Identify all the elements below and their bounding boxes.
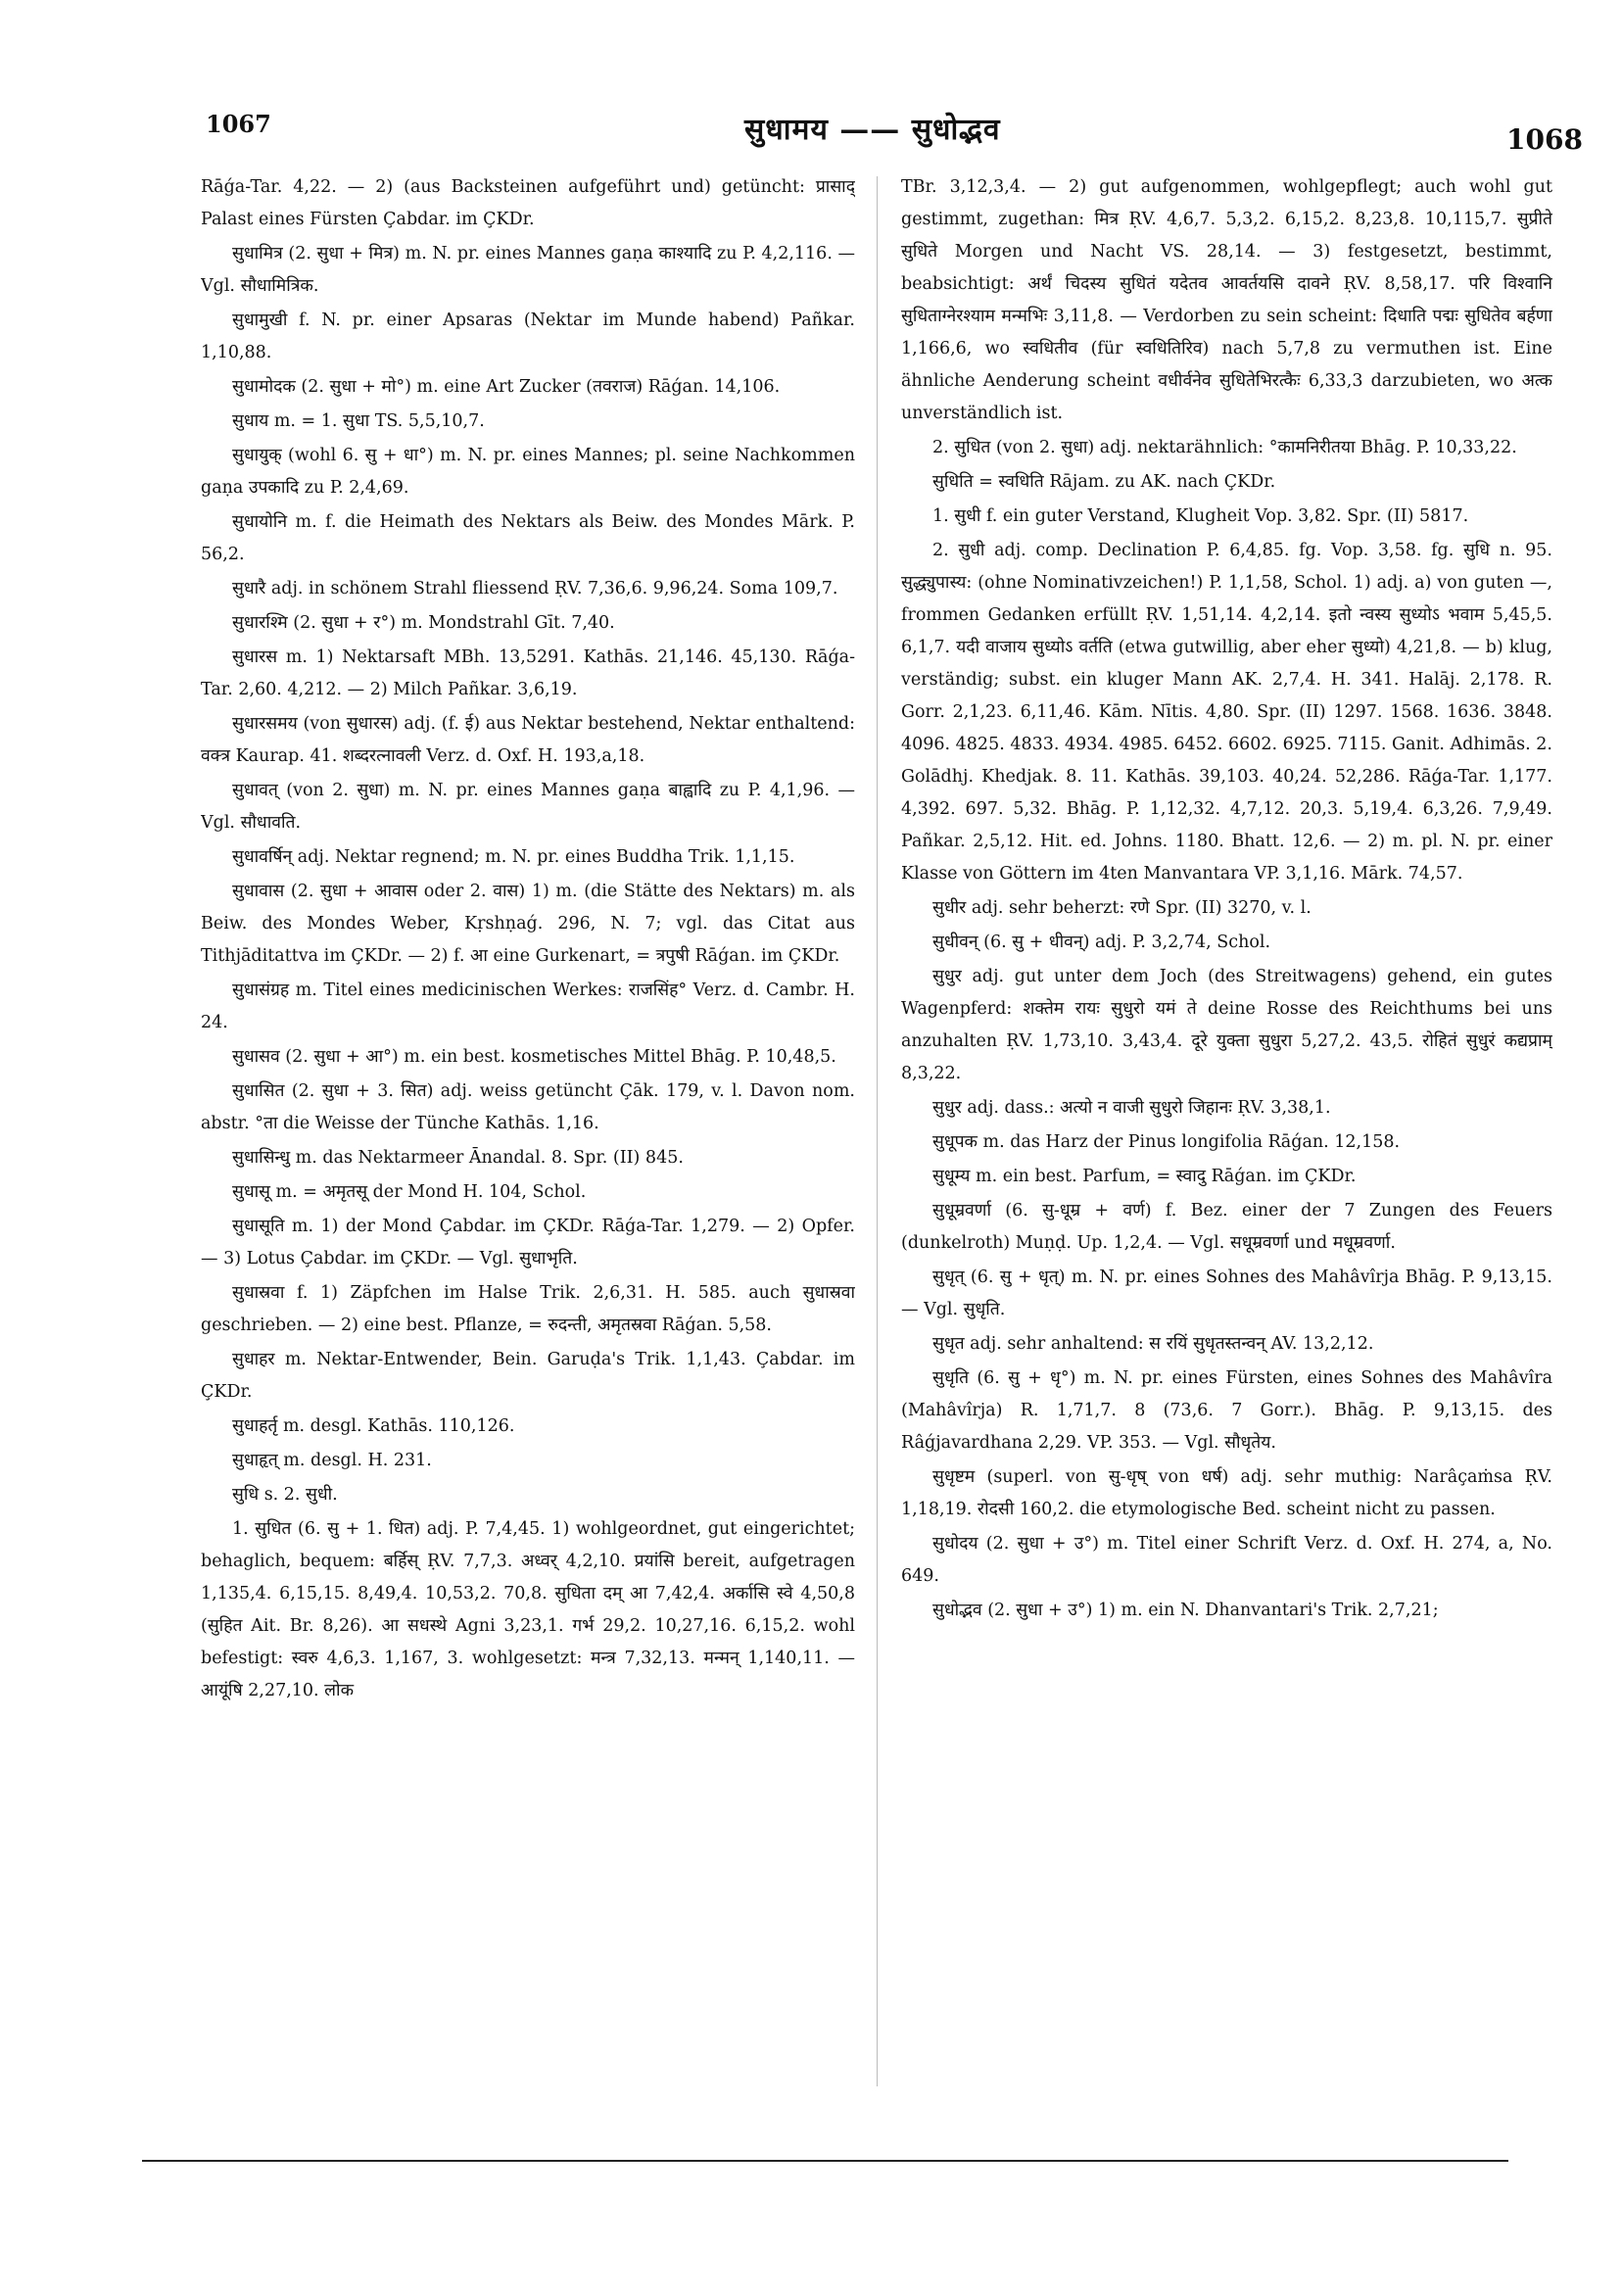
dictionary-entry: सुधूम्रवर्णा (6. सु-धूम्र + वर्ण) f. Bez. einer der 7 Zungen des Feuers (dunkelroth) Muṇḍ. Up. 1,2,4. — Vgl. सधूम्रवर्णा und मधूम्रवर्णा. bbox=[901, 1201, 1552, 1253]
dictionary-entry: सुधीर adj. sehr beherzt: रणे Spr. (II) 3270, v. l. bbox=[932, 898, 1312, 918]
right-column bbox=[901, 171, 1552, 2096]
dictionary-entry: सुधिति = स्वधिति Rājam. zu AK. nach ÇKDr. bbox=[932, 472, 1276, 492]
dictionary-entry: सुधासू m. = अमृतसू der Mond H. 104, Schol. bbox=[232, 1182, 587, 1202]
dictionary-entry: सुधाहर्तृ m. desgl. Kathās. 110,126. bbox=[232, 1416, 515, 1436]
dictionary-entry: सुधीवन् (6. सु + धीवन्) adj. P. 3,2,74, Schol. bbox=[932, 933, 1271, 952]
dictionary-entry: 2. सुधी adj. comp. Declination P. 6,4,85. fg. Vop. 3,58. fg. सुधि n. 95. सुद्ध्युपास्य: (ohne Nominativzeichen!) P. 1,1,58, Schol. 1) adj. a) von guten —, frommen Gedanken erfüllt ṚV. 1,51,14. 4,2,14. इतो न्वस्य सुध्योऽ भवाम 5,45,5. 6,1,7. यदी वाजाय सुध्योऽ वर्तति (etwa gutwillig, aber eher सुध्यो) 4,21,8. — b) klug, verständig; subst. ein kluger Mann AK. 2,7,4. H. 341. Halāj. 2,178. R. Gorr. 2,1,23. 6,11,46. Kām. Nītis. 4,80. Spr. (II) 1297. 1568. 1636. 3848. 4096. 4825. 4833. 4934. 4985. 6452. 6602. 6925. 7115. Ganit. Adhimās. 2. Golādhj. Khedjak. 8. 11. Kathās. 39,103. 40,24. 52,286. Rāǵa-Tar. 1,177. 4,392. 697. 5,32. Bhāg. P. 1,12,32. 4,7,12. 20,3. 5,19,4. 6,3,26. 7,9,49. Pañkar. 2,5,12. Hit. ed. Johns. 1180. Bhatt. 12,6. — 2) m. pl. N. pr. einer Klasse von Göttern im 4ten Manvantara VP. 3,1,16. Mārk. 74,57. bbox=[901, 541, 1552, 884]
dictionary-entry: सुधामित्र (2. सुधा + मित्र) m. N. pr. eines Mannes gaṇa काश्यादि zu P. 4,2,116. — Vgl. सौधामित्रिक. bbox=[201, 244, 855, 296]
dictionary-entry: सुधृति (6. सु + धृ°) m. N. pr. eines Fürsten, eines Sohnes des Mahâvîra (Mahâvîrja) R. 1,71,7. 8 (73,6. 7 Gorr.). Bhāg. P. 9,13,15. des Râǵjavardhana 2,29. VP. 353. — Vgl. सौधृतेय. bbox=[901, 1368, 1552, 1453]
dictionary-entry: सुधृत् (6. सु + धृत्) m. N. pr. eines Sohnes des Mahâvîrja Bhāg. P. 9,13,15. — Vgl. सुधृति. bbox=[901, 1268, 1552, 1319]
dictionary-entry: सुधारस m. 1) Nektarsaft MBh. 13,5291. Kathās. 21,146. 45,130. Rāǵa-Tar. 2,60. 4,212. — 2) Milch Pañkar. 3,6,19. bbox=[201, 647, 855, 699]
dictionary-entry: सुधोद्भव (2. सुधा + उ°) 1) m. ein N. Dhanvantari's Trik. 2,7,21; bbox=[932, 1601, 1439, 1620]
column-divider bbox=[877, 176, 878, 2086]
dictionary-entry: TBr. 3,12,3,4. — 2) gut aufgenommen, wohlgepflegt; auch wohl gut gestimmt, zugethan: मित्र ṚV. 4,6,7. 5,3,2. 6,15,2. 8,23,8. 10,115,7. सुप्रीते सुधिते Morgen und Nacht VS. 28,14. — 3) festgesetzt, bestimmt, beabsichtigt: अर्थं चिदस्य सुधितं यदेतव आवर्तयसि दावने ṚV. 8,58,17. परि विश्वानि सुधिताग्नेरश्याम मन्मभिः 3,11,8. — Verdorben zu sein scheint: दिधाति पद्मः सुधितेव बर्हणा 1,166,6, wo स्वधितीव (für स्वधितिरिव) nach 5,7,8 zu vermuthen ist. Eine ähnliche Aenderung scheint वधीर्वनेव सुधितेभिरत्कैः 6,33,3 darzubieten, wo अत्क unverständlich ist. bbox=[901, 177, 1552, 423]
dictionary-entry: सुधावत् (von 2. सुधा) m. N. pr. eines Mannes gaṇa बाह्वादि zu P. 4,1,96. — Vgl. सौधावति. bbox=[201, 781, 855, 833]
dictionary-entry: सुधारश्मि (2. सुधा + र°) m. Mondstrahl Gīt. 7,40. bbox=[232, 613, 615, 633]
dictionary-entry: सुधासिन्धु m. das Nektarmeer Ānandal. 8. Spr. (II) 845. bbox=[232, 1148, 684, 1168]
dictionary-entry: सुधायुक् (wohl 6. सु + धा°) m. N. pr. eines Mannes; pl. seine Nachkommen gaṇa उपकादि zu P. 2,4,69. bbox=[201, 446, 855, 498]
dictionary-entry: सुधुर adj. gut unter dem Joch (des Streitwagens) gehend, ein gutes Wagenpferd: शक्तेम रायः सुधुरो यमं ते deine Rosse des Reichthums bei uns anzuhalten ṚV. 1,73,10. 3,43,4. दूरे युक्ता सुधुरा 5,27,2. 43,5. रोहितं सुधुरं कद्यप्राम् 8,3,22. bbox=[901, 967, 1552, 1083]
page-header bbox=[0, 0, 1622, 167]
dictionary-entry: सुधि s. 2. सुधी. bbox=[232, 1485, 338, 1505]
dictionary-entry: सुधाय m. = 1. सुधा TS. 5,5,10,7. bbox=[232, 411, 485, 431]
dictionary-entry: सुधूपक m. das Harz der Pinus longifolia Rāǵan. 12,158. bbox=[932, 1132, 1401, 1152]
bottom-rule bbox=[142, 2160, 1508, 2162]
dictionary-entry: सुधामुखी f. N. pr. einer Apsaras (Nektar im Munde habend) Pañkar. 1,10,88. bbox=[201, 311, 855, 362]
dictionary-entry: 1. सुधित (6. सु + 1. धित) adj. P. 7,4,45. 1) wohlgeordnet, gut eingerichtet; behaglich, bequem: बर्हिस् ṚV. 7,7,3. अध्वर् 4,2,10. प्रयांसि bereit, aufgetragen 1,135,4. 6,15,15. 8,49,4. 10,53,2. 70,8. सुधिता दम् आ 7,42,4. अर्कासि स्वे 4,50,8 (सुहित Ait. Br. 8,26). आ सधस्थे Agni 3,23,1. गर्भ 29,2. 10,27,16. 6,15,2. wohl befestigt: स्वरु 4,6,3. 1,167, 3. wohlgesetzt: मन्त्र 7,32,13. मन्मन् 1,140,11. — आयूंषि 2,27,10. लोक bbox=[201, 1519, 855, 1700]
dictionary-entry: सुधृत adj. sehr anhaltend: स रयिं सुधृतस्तन्वन् AV. 13,2,12. bbox=[932, 1334, 1374, 1354]
page-number-left: 1067 bbox=[206, 110, 271, 138]
dictionary-entry: सुधोदय (2. सुधा + उ°) m. Titel einer Schrift Verz. d. Oxf. H. 274, a, No. 649. bbox=[901, 1534, 1552, 1586]
dictionary-entry: Rāǵa-Tar. 4,22. — 2) (aus Backsteinen aufgeführt und) getüncht: प्रासाद् Palast eines Fürsten Çabdar. im ÇKDr. bbox=[201, 177, 855, 229]
left-column bbox=[201, 171, 855, 2096]
dictionary-entry: सुधारै adj. in schönem Strahl fliessend ṚV. 7,36,6. 9,96,24. Soma 109,7. bbox=[232, 579, 838, 598]
dictionary-entry: सुधूम्य m. ein best. Parfum, = स्वादु Rāǵan. im ÇKDr. bbox=[932, 1167, 1357, 1186]
dictionary-entry: सुधाहृत् m. desgl. H. 231. bbox=[232, 1451, 432, 1470]
running-head: सुधामय —— सुधोद्भव bbox=[744, 113, 1001, 147]
dictionary-entry: 1. सुधी f. ein guter Verstand, Klugheit Vop. 3,82. Spr. (II) 5817. bbox=[932, 506, 1469, 526]
dictionary-entry: सुधारसमय (von सुधारस) adj. (f. ई) aus Nektar bestehend, Nektar enthaltend: वक्त्र Kaurap. 41. शब्दरत्नावली Verz. d. Oxf. H. 193,a,18. bbox=[201, 714, 855, 766]
dictionary-entry: सुधास्रवा f. 1) Zäpfchen im Halse Trik. 2,6,31. H. 585. auch सुधास्रवा geschrieben. — 2) eine best. Pflanze, = रुदन्ती, अमृतस्रवा Rāǵan. 5,58. bbox=[201, 1283, 855, 1335]
dictionary-entry: सुधायोनि m. f. die Heimath des Nektars als Beiw. des Mondes Mārk. P. 56,2. bbox=[201, 512, 855, 564]
dictionary-entry: सुधाहर m. Nektar-Entwender, Bein. Garuḍa's Trik. 1,1,43. Çabdar. im ÇKDr. bbox=[201, 1350, 855, 1402]
dictionary-entry: सुधासित (2. सुधा + 3. सित) adj. weiss getüncht Çāk. 179, v. l. Davon nom. abstr. °ता die Weisse der Tünche Kathās. 1,16. bbox=[201, 1081, 855, 1133]
dictionary-entry: सुधासव (2. सुधा + आ°) m. ein best. kosmetisches Mittel Bhāg. P. 10,48,5. bbox=[232, 1047, 836, 1067]
dictionary-entry: सुधासूति m. 1) der Mond Çabdar. im ÇKDr. Rāǵa-Tar. 1,279. — 2) Opfer. — 3) Lotus Çabdar. im ÇKDr. — Vgl. सुधाभृति. bbox=[201, 1217, 855, 1268]
dictionary-entry: सुधावास (2. सुधा + आवास oder 2. वास) 1) m. (die Stätte des Nektars) m. als Beiw. des Mondes Weber, Kṛshṇaǵ. 296, N. 7; vgl. das Citat aus Tithjāditattva im ÇKDr. — 2) f. आ eine Gurkenart, = त्रपुषी Rāǵan. im ÇKDr. bbox=[201, 882, 855, 966]
dictionary-entry: सुधामोदक (2. सुधा + मो°) m. eine Art Zucker (तवराज) Rāǵan. 14,106. bbox=[232, 377, 781, 397]
dictionary-entry: सुधृष्टम (superl. von सु-धृष् von धर्ष) adj. sehr muthig: Narâçaṁsa ṚV. 1,18,19. रोदसी 160,2. die etymologische Bed. scheint nicht zu passen. bbox=[901, 1467, 1552, 1519]
dictionary-entry: सुधासंग्रह m. Titel eines medicinischen Werkes: राजसिंह° Verz. d. Cambr. H. 24. bbox=[201, 981, 855, 1032]
page-number-right: 1068 bbox=[1506, 123, 1583, 156]
dictionary-entry: सुधावर्षिन् adj. Nektar regnend; m. N. pr. eines Buddha Trik. 1,1,15. bbox=[232, 847, 795, 867]
dictionary-entry: 2. सुधित (von 2. सुधा) adj. nektarähnlich: °कामनिरीतया Bhāg. P. 10,33,22. bbox=[932, 438, 1517, 457]
dictionary-entry: सुधुर adj. dass.: अत्यो न वाजी सुधुरो जिहानः ṚV. 3,38,1. bbox=[932, 1098, 1331, 1118]
